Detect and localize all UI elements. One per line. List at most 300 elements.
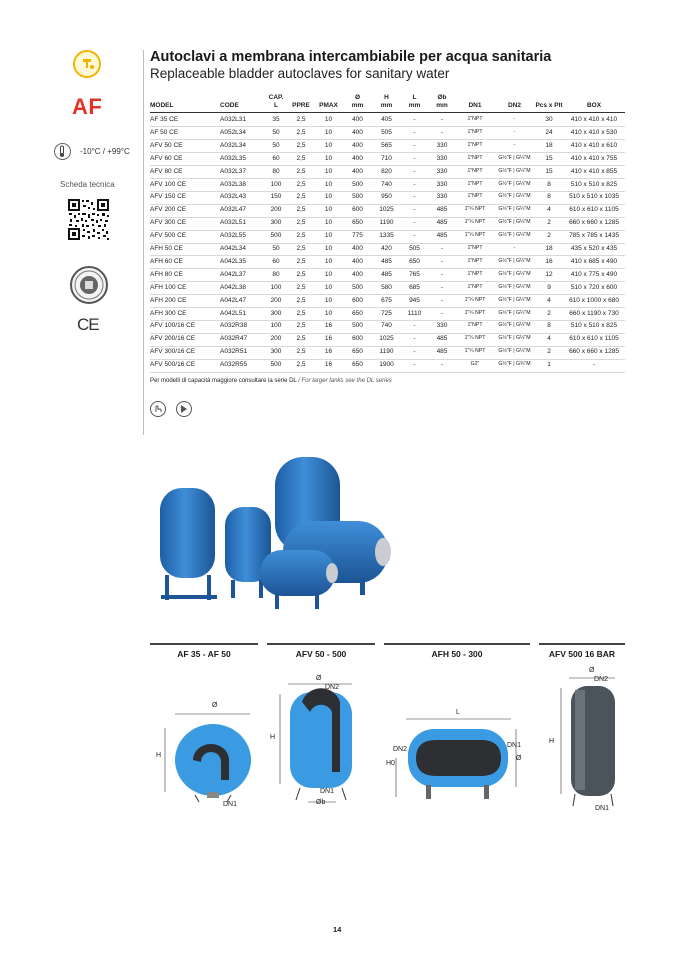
table-cell: G½"F | G¼"M bbox=[498, 335, 531, 342]
label-diameter: Ø bbox=[589, 667, 595, 674]
table-cell: 10 bbox=[324, 154, 333, 162]
table-cell: 650 bbox=[352, 309, 363, 317]
label-dn2: DN2 bbox=[325, 684, 340, 691]
table-cell: AFV 300 CE bbox=[150, 219, 187, 227]
table-cell: 2,5 bbox=[296, 245, 306, 252]
diagram-af bbox=[155, 700, 260, 815]
ce-mark: CE bbox=[77, 315, 99, 334]
page-subtitle: Replaceable bladder autoclaves for sanitary water bbox=[150, 66, 450, 81]
table-header bbox=[343, 94, 372, 110]
header-bottom-line: CODE bbox=[220, 102, 239, 109]
table-cell: 10 bbox=[324, 219, 333, 227]
table-cell: 10 bbox=[324, 141, 333, 149]
table-cell: - bbox=[413, 116, 416, 123]
table-cell: 1335 bbox=[379, 232, 394, 240]
table-cell: 500 bbox=[352, 322, 363, 330]
table-cell: 410 x 410 x 855 bbox=[570, 167, 618, 175]
table-cell: - bbox=[440, 128, 444, 136]
note-en: / For larger tanks see the DL series bbox=[298, 378, 392, 384]
table-cell: 1110 bbox=[407, 309, 422, 317]
section-divider bbox=[384, 643, 530, 645]
table-cell: 330 bbox=[436, 141, 448, 149]
table-cell: - bbox=[413, 219, 416, 227]
table-cell: 100 bbox=[270, 180, 282, 188]
table-cell: AFH 300 CE bbox=[150, 309, 187, 317]
table-row-divider bbox=[150, 255, 625, 256]
label-dn1: DN1 bbox=[223, 801, 238, 808]
header-bottom-line: mm bbox=[380, 102, 393, 109]
table-cell: G½"F | G¼"M bbox=[498, 309, 531, 316]
table-cell: 1"NPT bbox=[467, 193, 483, 200]
table-cell: 510 x 510 x 1035 bbox=[569, 193, 619, 201]
table-header bbox=[314, 94, 343, 110]
table-header bbox=[535, 94, 563, 110]
table-cell: 330 bbox=[436, 193, 448, 201]
table-cell: - bbox=[440, 309, 444, 317]
table-cell: 18 bbox=[545, 141, 553, 149]
table-cell: G½"F | G¼"M bbox=[498, 322, 531, 329]
table-cell: A032L38 bbox=[220, 180, 247, 188]
table-cell: G2" bbox=[470, 361, 480, 368]
table-row-divider bbox=[150, 152, 625, 153]
table-header bbox=[220, 94, 264, 110]
table-cell: 10 bbox=[324, 245, 333, 252]
label-diameter: Ø bbox=[212, 702, 218, 709]
table-cell: 500 bbox=[352, 193, 363, 201]
table-cell: 16 bbox=[324, 322, 333, 330]
table-cell: - bbox=[413, 141, 416, 149]
header-top-line: Ø bbox=[354, 94, 361, 101]
table-cell: A042L37 bbox=[220, 270, 247, 278]
table-cell: 10 bbox=[324, 232, 333, 240]
table-cell: 2,5 bbox=[296, 154, 306, 162]
table-cell: G½"F | G¼"M bbox=[498, 154, 531, 161]
table-cell: AFV 80 CE bbox=[150, 167, 183, 175]
header-top-line bbox=[535, 94, 563, 102]
table-cell: 1"NPT bbox=[467, 322, 483, 329]
table-cell: 16 bbox=[324, 348, 333, 356]
table-cell: 2,5 bbox=[296, 257, 306, 265]
table-cell: 9 bbox=[547, 283, 551, 291]
table-cell: G½"F | G¼"M bbox=[498, 206, 531, 213]
table-cell: 1"¼ NPT bbox=[464, 206, 486, 213]
table-cell: 50 bbox=[272, 128, 280, 136]
table-cell: - bbox=[413, 154, 416, 162]
table-cell: - bbox=[413, 322, 416, 330]
table-header bbox=[456, 94, 494, 110]
table-cell: 485 bbox=[436, 348, 448, 356]
table-cell: 2,5 bbox=[296, 322, 306, 330]
table-cell: A042L51 bbox=[220, 309, 247, 317]
table-cell: - bbox=[413, 180, 416, 188]
table-cell: 485 bbox=[381, 270, 392, 278]
table-cell: AFH 50 CE bbox=[150, 245, 183, 252]
table-row-divider bbox=[150, 372, 625, 373]
page-title: Autoclavi a membrana intercambiabile per acqua sanitaria bbox=[150, 49, 552, 65]
table-header bbox=[494, 94, 535, 110]
table-cell: 18 bbox=[545, 245, 553, 252]
table-cell: 650 bbox=[409, 257, 420, 265]
table-cell: 400 bbox=[352, 141, 363, 149]
section-label-af: AF 35 - AF 50 bbox=[177, 649, 231, 659]
section-divider bbox=[267, 643, 375, 645]
table-cell: 100 bbox=[270, 283, 282, 291]
table-cell: 510 x 510 x 825 bbox=[570, 322, 618, 330]
table-cell: 12 bbox=[545, 270, 553, 278]
table-cell: - bbox=[413, 128, 416, 136]
table-cell: 50 bbox=[272, 245, 280, 252]
table-cell: 485 bbox=[436, 206, 448, 214]
table-cell: G½"F | G¼"M bbox=[498, 167, 531, 174]
table-cell: 2,5 bbox=[296, 180, 306, 188]
table-cell: 660 x 660 x 1285 bbox=[569, 219, 619, 227]
table-cell: 600 bbox=[352, 335, 363, 343]
table-cell: 1"NPT bbox=[467, 270, 483, 277]
header-top-line bbox=[494, 94, 535, 102]
page-number: 14 bbox=[333, 925, 342, 934]
table-header bbox=[288, 94, 314, 110]
table-cell: 400 bbox=[352, 154, 363, 162]
table-cell: 435 x 520 x 435 bbox=[570, 245, 618, 252]
table-row-divider bbox=[150, 217, 625, 218]
series-code: AF bbox=[72, 94, 103, 119]
table-row-divider bbox=[150, 178, 625, 179]
table-cell: 1"NPT bbox=[467, 257, 483, 264]
table-cell: 10 bbox=[324, 283, 333, 291]
header-bottom-line: BOX bbox=[586, 102, 602, 109]
label-dn1: DN1 bbox=[507, 742, 522, 749]
table-cell: - bbox=[513, 128, 516, 135]
table-cell: 725 bbox=[381, 309, 392, 317]
table-cell: 2 bbox=[547, 348, 551, 356]
table-cell: 1"NPT bbox=[467, 128, 483, 135]
table-row-divider bbox=[150, 320, 625, 321]
table-cell: 2,5 bbox=[296, 193, 306, 201]
note-it: Per modelli di capacità maggiore consultare la serie DL bbox=[150, 378, 297, 384]
table-cell: 2,5 bbox=[296, 309, 306, 317]
datasheet-label: Scheda tecnica bbox=[60, 180, 115, 189]
table-cell: 500 bbox=[270, 361, 282, 369]
header-bottom-line: Pcs x Plt bbox=[535, 102, 563, 109]
table-cell: 650 bbox=[352, 348, 363, 356]
hand-touch-icon[interactable] bbox=[150, 401, 166, 417]
label-base-diameter: Øb bbox=[316, 799, 326, 806]
table-cell: 10 bbox=[324, 296, 333, 304]
table-cell: 2 bbox=[547, 232, 551, 240]
table-cell: 2,5 bbox=[296, 296, 306, 304]
table-cell: 10 bbox=[324, 167, 333, 175]
table-row-divider bbox=[150, 346, 625, 347]
table-cell: 945 bbox=[409, 296, 420, 304]
table-cell: 2,5 bbox=[296, 270, 306, 278]
table-cell: 330 bbox=[436, 322, 448, 330]
diagram-afv bbox=[270, 672, 375, 812]
table-cell: 485 bbox=[436, 232, 448, 240]
table-cell: - bbox=[513, 245, 516, 251]
table-cell: 4 bbox=[547, 335, 551, 343]
qr-code-icon[interactable] bbox=[67, 198, 110, 241]
table-cell: 660 x 1190 x 730 bbox=[569, 309, 619, 317]
table-header-rule bbox=[150, 112, 625, 113]
table-cell: 820 bbox=[381, 167, 392, 175]
table-cell: A032R51 bbox=[220, 348, 248, 356]
label-h0: H0 bbox=[386, 760, 395, 767]
table-cell: 35 bbox=[272, 116, 280, 123]
table-cell: G½"F | G¼"M bbox=[498, 348, 531, 355]
table-cell: 10 bbox=[324, 128, 333, 136]
table-cell: 600 bbox=[352, 296, 363, 304]
table-cell: 10 bbox=[324, 270, 333, 278]
table-cell: G½"F | G¼"M bbox=[498, 296, 531, 303]
header-top-line bbox=[288, 94, 314, 102]
table-cell: A032L35 bbox=[220, 154, 247, 162]
table-row-divider bbox=[150, 204, 625, 205]
table-row-divider bbox=[150, 359, 625, 360]
table-cell: 60 bbox=[272, 257, 280, 265]
label-height: H bbox=[156, 752, 162, 759]
table-cell: - bbox=[440, 245, 444, 252]
table-cell: 10 bbox=[324, 309, 333, 317]
table-cell: 16 bbox=[324, 335, 333, 343]
table-cell: 1025 bbox=[379, 206, 394, 214]
table-header bbox=[563, 94, 625, 110]
table-cell: 740 bbox=[381, 322, 392, 330]
table-cell: 510 x 720 x 600 bbox=[570, 283, 618, 291]
table-cell: 400 bbox=[352, 167, 363, 175]
header-top-line: L bbox=[412, 94, 417, 101]
table-cell: 765 bbox=[409, 270, 420, 278]
table-cell: AFV 500/16 CE bbox=[150, 361, 196, 369]
header-bottom-line: L bbox=[274, 102, 278, 109]
table-cell: 4 bbox=[547, 296, 551, 304]
table-cell: 410 x 410 x 610 bbox=[570, 141, 618, 149]
table-cell: 1"¼ NPT bbox=[464, 296, 486, 303]
table-cell: - bbox=[413, 193, 416, 201]
table-cell: A032L31 bbox=[220, 116, 247, 123]
play-video-icon[interactable] bbox=[176, 401, 192, 417]
header-top-line bbox=[456, 94, 494, 102]
table-row-divider bbox=[150, 165, 625, 166]
table-row-divider bbox=[150, 230, 625, 231]
table-cell: 10 bbox=[324, 193, 333, 201]
sidebar-divider bbox=[143, 50, 144, 435]
table-cell: 485 bbox=[436, 219, 448, 227]
table-cell: G½"F | G¼"M bbox=[498, 180, 531, 187]
table-cell: - bbox=[440, 283, 444, 291]
table-cell: 150 bbox=[270, 193, 282, 201]
table-cell: A032L55 bbox=[220, 232, 247, 240]
table-cell: 2 bbox=[547, 309, 551, 317]
table-cell: 200 bbox=[270, 296, 282, 304]
table-cell: 410 x 410 x 755 bbox=[570, 154, 618, 162]
table-cell: 610 x 610 x 1105 bbox=[569, 335, 619, 343]
table-cell: 410 x 410 x 410 bbox=[570, 116, 618, 123]
section-label-afv: AFV 50 - 500 bbox=[295, 649, 347, 659]
table-cell: - bbox=[513, 141, 516, 148]
table-cell: 2,5 bbox=[296, 141, 306, 149]
table-cell: 300 bbox=[270, 348, 282, 356]
table-cell: 2,5 bbox=[296, 167, 306, 175]
header-bottom-line: MODEL bbox=[150, 102, 174, 109]
section-divider bbox=[150, 643, 258, 645]
table-cell: G½"F | G¼"M bbox=[498, 270, 531, 277]
header-top-line bbox=[150, 94, 220, 102]
table-cell: 1"¼ NPT bbox=[464, 219, 486, 226]
table-header bbox=[264, 94, 288, 110]
table-cell: 400 bbox=[352, 116, 363, 123]
table-cell: 675 bbox=[381, 296, 392, 304]
label-dn2: DN2 bbox=[393, 746, 408, 753]
table-cell: 300 bbox=[270, 309, 282, 317]
table-cell: 2,5 bbox=[296, 128, 306, 136]
table-cell: - bbox=[413, 232, 416, 240]
table-cell: A042L47 bbox=[220, 296, 247, 304]
table-cell: 400 bbox=[352, 257, 363, 265]
table-cell: 1"¼ NPT bbox=[464, 309, 486, 316]
table-cell: AFV 60 CE bbox=[150, 154, 183, 162]
table-cell: 1"¼ NPT bbox=[464, 348, 486, 355]
diagram-afv16 bbox=[545, 666, 625, 816]
table-cell: 1"NPT bbox=[467, 283, 483, 290]
table-cell: 2,5 bbox=[296, 206, 306, 214]
table-cell: A032L51 bbox=[220, 219, 247, 227]
table-cell: 410 x 685 x 490 bbox=[570, 257, 618, 265]
table-cell: - bbox=[413, 361, 416, 369]
table-cell: 650 bbox=[352, 219, 363, 227]
table-cell: 300 bbox=[270, 219, 282, 227]
label-height: H bbox=[270, 734, 276, 741]
header-bottom-line: mm bbox=[351, 102, 364, 109]
thermometer-icon bbox=[54, 143, 71, 160]
table-cell: 80 bbox=[272, 270, 280, 278]
sanitary-water-drop-icon bbox=[73, 50, 101, 78]
table-cell: AFV 300/16 CE bbox=[150, 348, 196, 356]
table-cell: G½"F | G¼"M bbox=[498, 257, 531, 264]
table-cell: 330 bbox=[436, 180, 448, 188]
table-cell: 2,5 bbox=[296, 232, 306, 240]
header-bottom-line: mm bbox=[436, 102, 448, 109]
table-cell: 200 bbox=[270, 335, 282, 343]
header-bottom-line: DN2 bbox=[507, 102, 521, 109]
label-diameter: Ø bbox=[316, 675, 322, 682]
table-cell: AFV 200/16 CE bbox=[150, 335, 196, 343]
table-cell: G½"F | G¾"M bbox=[498, 361, 531, 368]
table-cell: A032L37 bbox=[220, 167, 247, 175]
table-cell: - bbox=[440, 116, 444, 123]
header-top-line bbox=[220, 94, 264, 102]
table-cell: 10 bbox=[324, 116, 333, 123]
table-cell: 16 bbox=[324, 361, 333, 369]
table-cell: 1"NPT bbox=[467, 116, 483, 122]
table-cell: G½"F | G¼"M bbox=[498, 193, 531, 200]
table-cell: 1 bbox=[547, 361, 551, 369]
label-diameter: Ø bbox=[516, 755, 522, 762]
table-cell: A052L34 bbox=[220, 128, 247, 136]
table-cell: 8 bbox=[547, 322, 551, 330]
table-cell: 710 bbox=[381, 154, 392, 162]
table-cell: 410 x 775 x 490 bbox=[570, 270, 618, 278]
table-row-divider bbox=[150, 191, 625, 192]
table-cell: AFH 200 CE bbox=[150, 296, 187, 304]
table-cell: 485 bbox=[436, 335, 448, 343]
diagram-afh bbox=[386, 705, 531, 810]
table-cell: 1"NPT bbox=[467, 245, 483, 251]
temperature-range: -10°C / +99°C bbox=[80, 147, 130, 156]
table-cell: 10 bbox=[324, 180, 333, 188]
table-cell: - bbox=[513, 116, 516, 122]
table-cell: G½"F | G¼"M bbox=[498, 219, 531, 226]
table-cell: AFV 100 CE bbox=[150, 180, 187, 188]
table-cell: 660 x 660 x 1285 bbox=[569, 348, 619, 356]
table-cell: 565 bbox=[381, 141, 392, 149]
table-cell: - bbox=[440, 296, 444, 304]
table-cell: - bbox=[440, 361, 444, 369]
table-cell: 775 bbox=[352, 232, 363, 240]
table-cell: 400 bbox=[352, 128, 363, 136]
table-cell: 60 bbox=[272, 154, 280, 162]
product-photo bbox=[155, 455, 400, 615]
table-cell: 500 bbox=[352, 283, 363, 291]
label-dn2: DN2 bbox=[594, 676, 609, 683]
table-cell: A032R38 bbox=[220, 322, 248, 330]
label-dn1: DN1 bbox=[595, 805, 610, 812]
table-cell: - bbox=[413, 206, 416, 214]
table-cell: 24 bbox=[545, 128, 553, 136]
table-cell: 2,5 bbox=[296, 335, 306, 343]
table-row-divider bbox=[150, 126, 625, 127]
table-cell: AFV 200 CE bbox=[150, 206, 187, 214]
table-cell: 400 bbox=[352, 270, 363, 278]
table-cell: 1"¼ NPT bbox=[464, 232, 486, 239]
table-cell: 2,5 bbox=[296, 116, 306, 123]
table-cell: 8 bbox=[547, 193, 551, 201]
table-cell: G½"F | G¼"M bbox=[498, 232, 531, 239]
table-cell: AFV 100/16 CE bbox=[150, 322, 196, 330]
table-cell: 15 bbox=[545, 167, 553, 175]
table-row-divider bbox=[150, 307, 625, 308]
table-cell: 16 bbox=[545, 257, 553, 265]
table-cell: 785 x 785 x 1435 bbox=[569, 232, 619, 240]
table-cell: 100 bbox=[270, 322, 282, 330]
table-cell: 950 bbox=[381, 193, 392, 201]
table-cell: 200 bbox=[270, 206, 282, 214]
table-cell: 80 bbox=[272, 167, 280, 175]
table-cell: 10 bbox=[324, 206, 333, 214]
table-header bbox=[150, 94, 220, 110]
table-cell: A032L34 bbox=[220, 141, 247, 149]
header-top-line: H bbox=[384, 94, 389, 101]
table-row-divider bbox=[150, 281, 625, 282]
table-cell: 505 bbox=[381, 128, 392, 136]
table-cell: G½"F | G¼"M bbox=[498, 283, 531, 290]
table-cell: 1"NPT bbox=[467, 154, 483, 161]
table-header bbox=[401, 94, 428, 110]
table-row-divider bbox=[150, 139, 625, 140]
table-cell: 2,5 bbox=[296, 348, 306, 356]
section-label-afh: AFH 50 - 300 bbox=[431, 649, 483, 659]
table-cell: 405 bbox=[381, 116, 392, 123]
table-cell: AFV 50 CE bbox=[150, 141, 183, 149]
header-bottom-line: mm bbox=[408, 102, 421, 109]
table-cell: 30 bbox=[545, 116, 553, 123]
table-cell: A042L35 bbox=[220, 257, 247, 265]
table-row-divider bbox=[150, 333, 625, 334]
table-cell: 1900 bbox=[379, 361, 394, 369]
section-label-afv16: AFV 500 16 BAR bbox=[548, 649, 616, 659]
table-cell: 650 bbox=[352, 361, 363, 369]
table-cell: A032L43 bbox=[220, 193, 247, 201]
table-cell: 1"¼ NPT bbox=[464, 335, 486, 342]
